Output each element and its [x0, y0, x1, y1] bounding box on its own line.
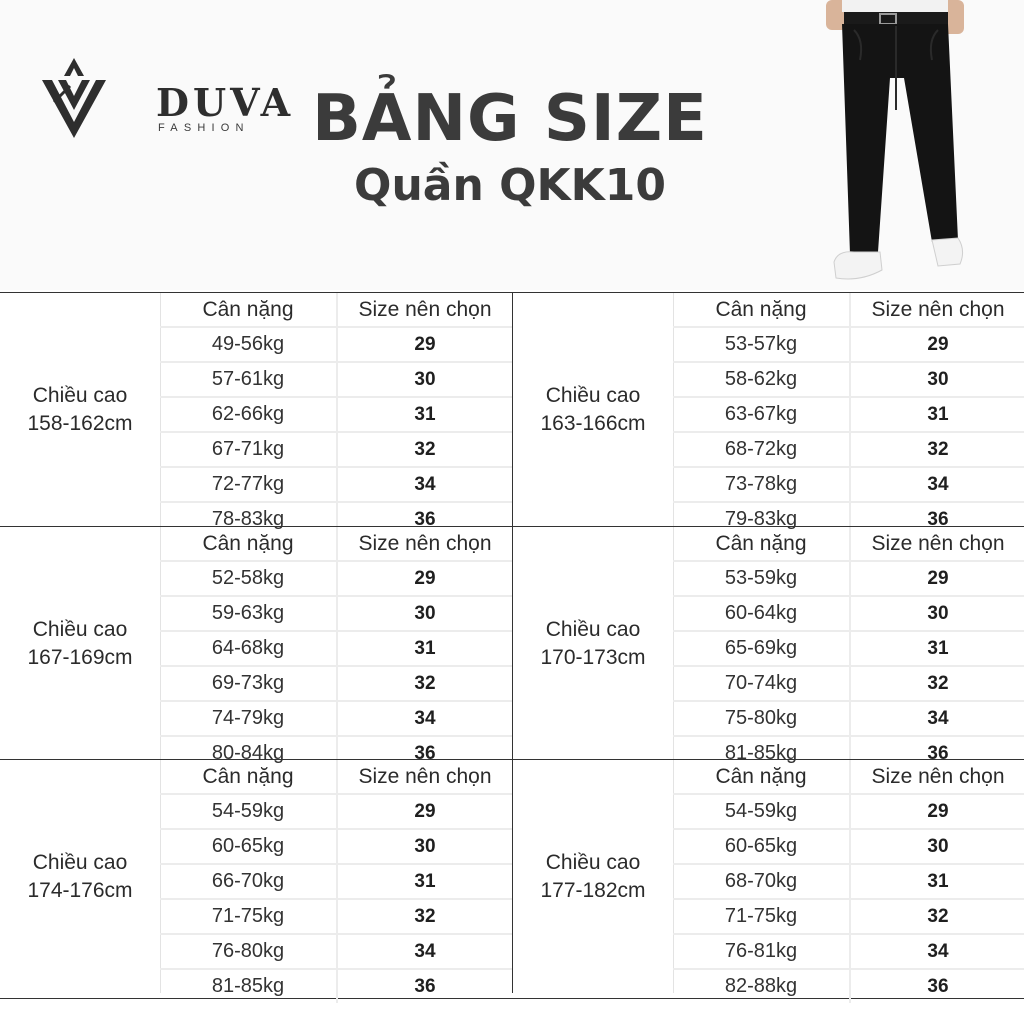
size-cell: 29 — [850, 327, 1024, 362]
weight-header: Cân nặng — [160, 527, 337, 561]
weight-cell: 81-85kg — [160, 969, 337, 1003]
size-cell: 31 — [850, 397, 1024, 432]
weight-cell: 54-59kg — [673, 794, 850, 829]
size-block-174-176 — [0, 759, 512, 997]
weight-cell: 60-65kg — [673, 829, 850, 864]
height-value: 163-166cm — [540, 411, 646, 435]
height-value: 174-176cm — [27, 878, 133, 902]
table-row — [160, 934, 512, 969]
table-row — [673, 969, 1024, 1003]
weight-header: Cân nặng — [160, 293, 337, 327]
size-cell: 34 — [850, 701, 1024, 736]
weight-cell: 60-65kg — [160, 829, 337, 864]
table-row — [673, 794, 1024, 829]
weight-cell: 68-70kg — [673, 864, 850, 899]
size-cell: 32 — [850, 432, 1024, 467]
weight-cell: 59-63kg — [160, 596, 337, 631]
weight-cell: 49-56kg — [160, 327, 337, 362]
size-cell: 30 — [850, 362, 1024, 397]
size-cell: 32 — [337, 899, 512, 934]
table-row — [160, 666, 512, 701]
table-row — [160, 596, 512, 631]
height-label: Chiều cao — [545, 617, 641, 641]
table-row — [160, 631, 512, 666]
size-cell: 29 — [337, 327, 512, 362]
size-cell: 29 — [850, 561, 1024, 596]
size-cell: 34 — [850, 934, 1024, 969]
brand-logo — [40, 58, 295, 148]
weight-cell: 79-83kg — [673, 502, 850, 536]
table-row — [673, 666, 1024, 701]
size-cell: 30 — [337, 362, 512, 397]
size-cell: 36 — [414, 742, 436, 764]
size-header: Size nên chọn — [850, 760, 1024, 794]
weight-cell: 72-77kg — [160, 467, 337, 502]
weight-cell: 70-74kg — [673, 666, 850, 701]
weight-header: Cân nặng — [673, 760, 850, 794]
weight-cell: 57-61kg — [160, 362, 337, 397]
size-header: Size nên chọn — [850, 527, 1024, 561]
size-cell: 31 — [850, 864, 1024, 899]
table-row — [160, 467, 512, 502]
table-row — [673, 934, 1024, 969]
size-block-163-166 — [512, 293, 1024, 530]
size-cell: 36 — [927, 508, 949, 530]
size-block-177-182 — [512, 759, 1024, 997]
size-cell: 31 — [850, 631, 1024, 666]
duva-logo-icon — [40, 58, 110, 140]
weight-cell: 66-70kg — [160, 864, 337, 899]
size-table — [160, 293, 512, 536]
weight-cell: 76-81kg — [673, 934, 850, 969]
height-range-cell — [513, 293, 674, 526]
size-cell: 34 — [850, 467, 1024, 502]
weight-header: Cân nặng — [673, 293, 850, 327]
weight-cell: 68-72kg — [673, 432, 850, 467]
height-value: 170-173cm — [540, 645, 646, 669]
weight-cell: 60-64kg — [673, 596, 850, 631]
table-row — [673, 701, 1024, 736]
height-range-cell — [0, 527, 161, 760]
weight-cell: 73-78kg — [673, 467, 850, 502]
size-chart — [0, 292, 1024, 999]
size-header: Size nên chọn — [337, 527, 512, 561]
height-value: 167-169cm — [27, 645, 133, 669]
brand-name: DUVA — [156, 80, 295, 125]
weight-cell: 78-83kg — [160, 502, 337, 536]
weight-cell: 74-79kg — [160, 701, 337, 736]
weight-header: Cân nặng — [673, 527, 850, 561]
table-row — [160, 864, 512, 899]
size-cell: 34 — [337, 934, 512, 969]
size-cell: 30 — [337, 829, 512, 864]
size-header: Size nên chọn — [850, 293, 1024, 327]
height-label: Chiều cao — [32, 617, 128, 641]
table-row — [160, 829, 512, 864]
table-header-row — [673, 293, 1024, 327]
size-cell: 31 — [337, 631, 512, 666]
weight-cell: 54-59kg — [160, 794, 337, 829]
height-range-cell — [513, 760, 674, 993]
brand-tagline: FASHION — [158, 122, 250, 134]
table-row — [160, 701, 512, 736]
size-cell: 32 — [850, 666, 1024, 701]
table-header-row — [160, 293, 512, 327]
size-cell: 30 — [850, 596, 1024, 631]
table-header-row — [673, 760, 1024, 794]
table-row — [160, 969, 512, 1003]
weight-cell: 81-85kg — [673, 736, 850, 770]
table-row — [673, 596, 1024, 631]
size-cell: 31 — [337, 397, 512, 432]
size-cell: 36 — [414, 508, 436, 530]
page-title: BẢNG SIZE — [312, 82, 708, 156]
size-table — [160, 527, 512, 770]
height-label: Chiều cao — [32, 850, 128, 874]
size-block-167-169 — [0, 526, 512, 764]
size-cell: 36 — [414, 975, 436, 997]
size-header: Size nên chọn — [337, 760, 512, 794]
table-row — [673, 829, 1024, 864]
table-row — [160, 397, 512, 432]
table-row — [673, 327, 1024, 362]
size-cell: 30 — [850, 829, 1024, 864]
size-header: Size nên chọn — [337, 293, 512, 327]
weight-cell: 75-80kg — [673, 701, 850, 736]
size-cell: 29 — [850, 794, 1024, 829]
weight-cell: 65-69kg — [673, 631, 850, 666]
size-cell: 32 — [850, 899, 1024, 934]
height-range-cell — [0, 760, 161, 993]
size-table — [673, 293, 1024, 536]
weight-cell: 71-75kg — [160, 899, 337, 934]
table-row — [673, 362, 1024, 397]
table-row — [673, 631, 1024, 666]
size-table — [673, 527, 1024, 770]
size-cell: 34 — [337, 701, 512, 736]
weight-cell: 82-88kg — [673, 969, 850, 1003]
size-cell: 30 — [337, 596, 512, 631]
table-header-row — [160, 760, 512, 794]
weight-cell: 69-73kg — [160, 666, 337, 701]
weight-cell: 62-66kg — [160, 397, 337, 432]
weight-cell: 76-80kg — [160, 934, 337, 969]
table-row — [673, 397, 1024, 432]
header — [0, 0, 1024, 290]
table-row — [160, 899, 512, 934]
table-row — [160, 561, 512, 596]
weight-cell: 80-84kg — [160, 736, 337, 770]
size-block-158-162 — [0, 293, 512, 530]
table-header-row — [673, 527, 1024, 561]
table-row — [673, 899, 1024, 934]
page-subtitle: Quần QKK10 — [354, 160, 666, 211]
weight-cell: 53-59kg — [673, 561, 850, 596]
size-cell: 31 — [337, 864, 512, 899]
height-range-cell — [0, 293, 161, 526]
table-header-row — [160, 527, 512, 561]
weight-cell: 53-57kg — [673, 327, 850, 362]
height-range-cell — [513, 527, 674, 760]
table-row — [160, 794, 512, 829]
table-row — [673, 432, 1024, 467]
weight-cell: 58-62kg — [673, 362, 850, 397]
size-block-170-173 — [512, 526, 1024, 764]
size-cell: 29 — [337, 561, 512, 596]
table-row — [160, 327, 512, 362]
height-value: 177-182cm — [540, 878, 646, 902]
size-cell: 36 — [927, 975, 949, 997]
weight-cell: 67-71kg — [160, 432, 337, 467]
height-label: Chiều cao — [545, 850, 641, 874]
size-cell: 36 — [927, 742, 949, 764]
size-cell: 34 — [337, 467, 512, 502]
weight-cell: 52-58kg — [160, 561, 337, 596]
table-row — [673, 561, 1024, 596]
size-cell: 29 — [337, 794, 512, 829]
size-table — [160, 760, 512, 1003]
weight-header: Cân nặng — [160, 760, 337, 794]
weight-cell: 71-75kg — [673, 899, 850, 934]
table-row — [673, 864, 1024, 899]
weight-cell: 64-68kg — [160, 631, 337, 666]
height-label: Chiều cao — [32, 383, 128, 407]
height-value: 158-162cm — [27, 411, 133, 435]
table-row — [673, 467, 1024, 502]
model-in-black-trousers-image — [820, 0, 970, 285]
size-table — [673, 760, 1024, 1003]
size-cell: 32 — [337, 432, 512, 467]
size-cell: 32 — [337, 666, 512, 701]
table-row — [160, 362, 512, 397]
height-label: Chiều cao — [545, 383, 641, 407]
table-row — [160, 432, 512, 467]
weight-cell: 63-67kg — [673, 397, 850, 432]
